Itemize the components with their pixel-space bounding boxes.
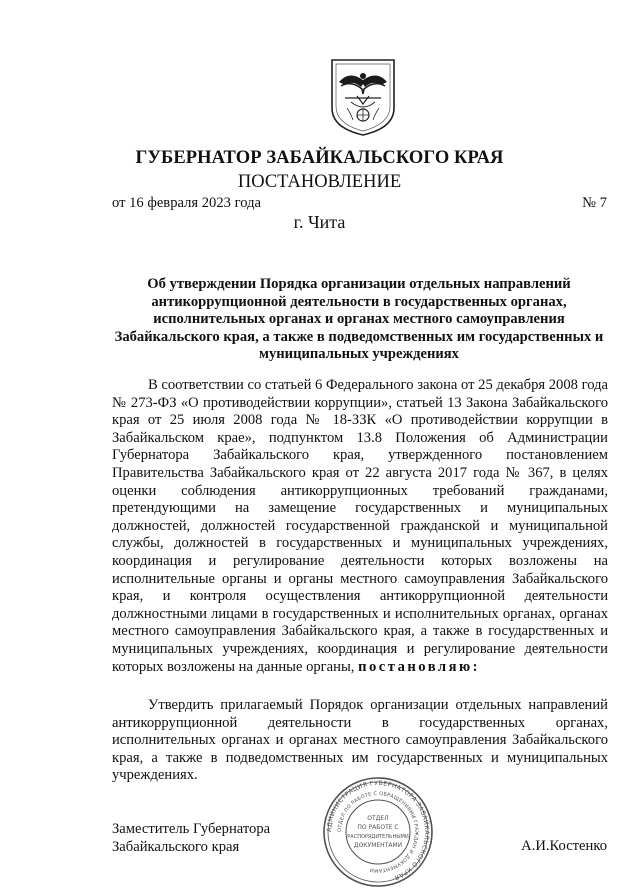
preamble-paragraph bbox=[112, 377, 608, 676]
stamp-center-line-4: ДОКУМЕНТАМИ bbox=[353, 842, 403, 849]
document-number: № 7 bbox=[582, 195, 607, 211]
signer-position-line-1: Заместитель Губернатора bbox=[112, 821, 271, 837]
stamp-center-line-2: ПО РАБОТЕ С bbox=[357, 824, 399, 831]
signer-position bbox=[112, 820, 270, 856]
svg-text:ОТДЕЛ ПО РАБОТЕ С ОБРАЩЕНИЯМИ bbox=[337, 791, 419, 873]
document-type: ПОСТАНОВЛЕНИЕ bbox=[237, 172, 402, 192]
issuer-title: ГУБЕРНАТОР ЗАБАЙКАЛЬСКОГО КРАЯ bbox=[135, 148, 504, 168]
stamp-outer-text: АДМИНИСТРАЦИЯ ГУБЕРНАТОРА ЗАБАЙКАЛЬСКОГО КРАЯ bbox=[325, 779, 431, 881]
signer-position-line-2: Забайкальского края bbox=[112, 839, 240, 855]
official-stamp bbox=[322, 776, 434, 888]
document-date: от 16 февраля 2023 года bbox=[112, 195, 261, 211]
coat-of-arms-icon bbox=[329, 58, 397, 136]
stamp-center-line-3: РАСПОРЯДИТЕЛЬНЫМИ bbox=[347, 834, 409, 840]
stamp-center-line-1: ОТДЕЛ bbox=[367, 815, 389, 822]
operative-paragraph: Утвердить прилагаемый Порядок организации отдельных направлений антикоррупционной деятельности в государственных органах, исполнительных органах и органах местного самоуправления Забайкальского края, а также в подведомственных им государственных и муниципальных учреждениях. bbox=[112, 697, 608, 784]
stamp-inner-text: ОТДЕЛ ПО РАБОТЕ С ОБРАЩЕНИЯМИ ГРАЖДАН И ДОКУМЕНТАМИ bbox=[336, 790, 420, 874]
document-heading: Об утверждении Порядка организации отдельных направлений антикоррупционной деятельности в государственных органах, исполнительных органах и органах местного самоуправления Забайкальского края, а также в подведомственных им государственных и муниципальных учреждениях bbox=[114, 276, 604, 363]
document-city: г. Чита bbox=[293, 212, 346, 232]
decree-word: постановляю: bbox=[358, 658, 481, 675]
signer-name: А.И.Костенко bbox=[521, 838, 607, 854]
preamble-text: В соответствии со статьей 6 Федерального закона от 25 декабря 2008 года № 273-ФЗ «О противодействии коррупции», статьей 13 Закона Забайкальского края от 25 июля 2008 года № 18-ЗЗК «О противодействии коррупции в Забайкальском крае», подпунктом 13.8 Положения об Администрации Губернатора Забайкальского края, утвержденного постановлением Правительства Забайкальского края от 22 августа 2017 года № 367, в целях оценки соблюдения антикоррупционных требований гражданами, претендующими на замещение государственных и муниципальных должностей, должностей государственной гражданской и муниципальной службы, должностей в государственных и муниципальных учреждениях, координация и регулирование деятельности которых возложены на исполнительные органы и органы местного самоуправления Забайкальского края, и контроля осуществления антикоррупционной деятельности должностными лицами в государственных и исполнительных органах, органах местного самоуправления Забайкальского края, а также в государственных и муниципальных учреждениях, координация и регулирование деятельности которых возложены на данные органы, bbox=[112, 377, 608, 675]
